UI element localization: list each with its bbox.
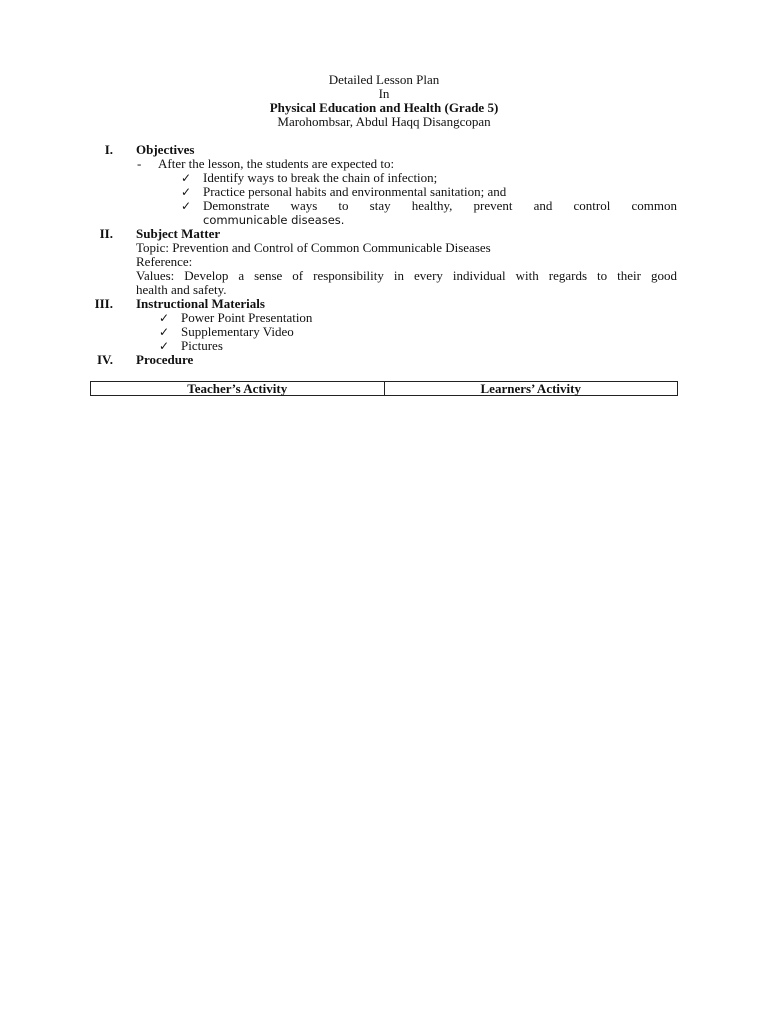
subject-topic: Topic: Prevention and Control of Common Communicable Diseases: [136, 240, 491, 255]
procedure-table-header-row: [91, 382, 678, 396]
column-header-teacher-activity: Teacher’s Activity: [91, 382, 385, 396]
subject-values-continued: health and safety.: [136, 282, 227, 297]
objectives-intro: After the lesson, the students are expected to:: [158, 156, 395, 171]
material-item-3: Pictures: [181, 338, 223, 353]
objective-item-3-continued: communicable diseases.: [203, 213, 345, 227]
objective-item-3: Demonstrate ways to stay healthy, prevent and control common: [203, 198, 677, 213]
section-number-subject-matter: II.: [99, 226, 113, 241]
section-title-objectives: Objectives: [136, 142, 195, 157]
section-title-procedure: Procedure: [136, 352, 194, 367]
header-subject: Physical Education and Health (Grade 5): [269, 100, 499, 115]
check-icon: ✓: [181, 171, 192, 185]
check-icon: ✓: [181, 199, 192, 213]
check-icon: ✓: [181, 185, 192, 199]
procedure-table: [90, 381, 678, 396]
material-item-1: Power Point Presentation: [181, 310, 313, 325]
material-item-2: Supplementary Video: [181, 324, 294, 339]
header-title: Detailed Lesson Plan: [328, 72, 440, 87]
subject-reference: Reference:: [136, 254, 193, 269]
objective-item-2: Practice personal habits and environmental sanitation; and: [203, 184, 507, 199]
subject-values: Values: Develop a sense of responsibility in every individual with regards to their good: [136, 268, 677, 283]
section-title-materials: Instructional Materials: [136, 296, 265, 311]
objective-item-1: Identify ways to break the chain of infection;: [203, 170, 438, 185]
document-header: [0, 73, 768, 129]
objectives-dash: -: [137, 156, 142, 171]
section-title-subject-matter: Subject Matter: [136, 226, 221, 241]
check-icon: ✓: [159, 311, 170, 325]
check-icon: ✓: [159, 339, 170, 353]
author-name: Marohombsar, Abdul Haqq Disangcopan: [277, 114, 491, 129]
check-icon: ✓: [159, 325, 170, 339]
section-number-procedure: IV.: [96, 352, 113, 367]
header-author: [0, 115, 768, 129]
header-in: In: [378, 86, 390, 101]
column-header-learners-activity: Learners’ Activity: [384, 382, 678, 396]
section-number-materials: III.: [94, 296, 113, 311]
section-number-objectives: I.: [104, 142, 113, 157]
